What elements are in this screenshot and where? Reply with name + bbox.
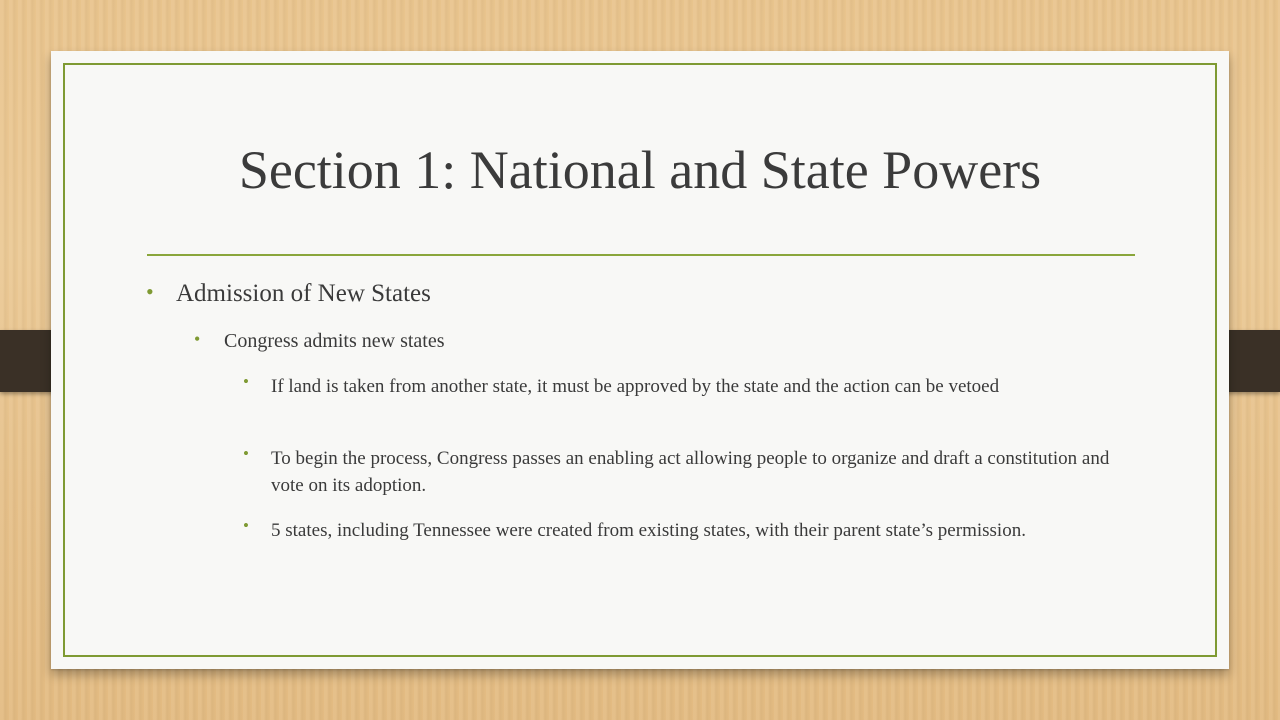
bullet-level1-text: Admission of New States [176, 280, 431, 307]
title-divider [147, 254, 1135, 256]
bullet-level3-text: 5 states, including Tennessee were created from existing states, with their parent state’s permission. [271, 520, 1026, 541]
bullet-dot-icon: • [243, 516, 249, 535]
bullet-level2-text: Congress admits new states [224, 330, 445, 352]
bullet-dot-icon: • [243, 372, 249, 391]
bullet-dot-icon: • [243, 444, 249, 463]
bullet-dot-icon: • [146, 279, 154, 304]
slide-title: Section 1: National and State Powers [238, 140, 1042, 200]
slide-paper [51, 51, 1229, 669]
bullet-level3-text: If land is taken from another state, it must be approved by the state and the action can be vetoed [271, 376, 1000, 397]
bullet-level3-text: To begin the process, Congress passes an enabling act allowing people to organize and draft a constitution and vote on its adoption. [271, 448, 1110, 496]
bullet-dot-icon: • [194, 329, 201, 349]
